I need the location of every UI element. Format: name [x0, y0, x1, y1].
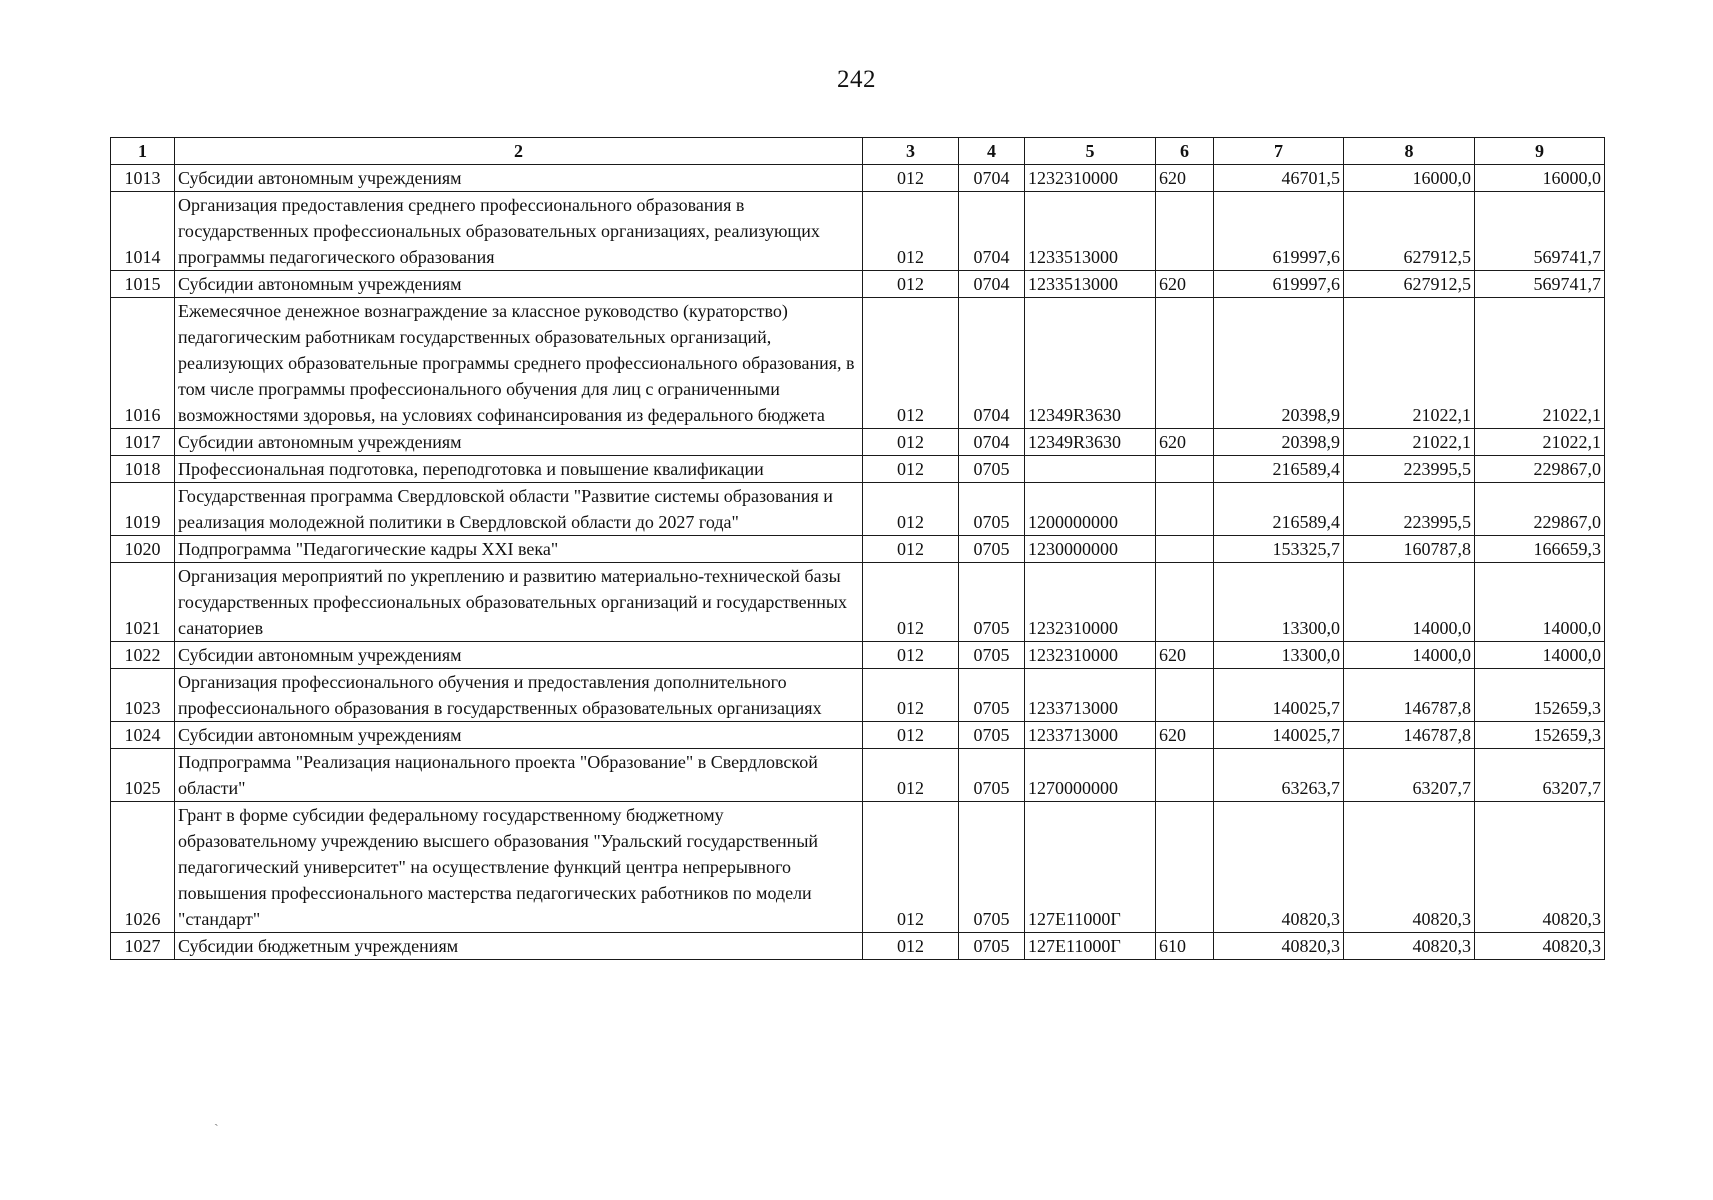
row-name: Субсидии автономным учреждениям [175, 429, 863, 456]
row-section: 0705 [959, 642, 1025, 669]
row-target-article: 1233513000 [1025, 271, 1156, 298]
row-section: 0705 [959, 722, 1025, 749]
table-row [111, 933, 1605, 960]
row-amount-col7: 619997,6 [1214, 192, 1344, 271]
table-row [111, 271, 1605, 298]
row-section: 0705 [959, 563, 1025, 642]
row-target-article: 12349R3630 [1025, 298, 1156, 429]
row-expense-type [1156, 298, 1214, 429]
table-row [111, 669, 1605, 722]
row-amount-col8: 40820,3 [1344, 802, 1475, 933]
row-section: 0705 [959, 933, 1025, 960]
row-ved: 012 [863, 749, 959, 802]
row-amount-col7: 216589,4 [1214, 483, 1344, 536]
col-header-1: 1 [111, 138, 175, 165]
table-row [111, 563, 1605, 642]
row-name: Организация профессионального обучения и предоставления дополнительного профессионального образования в государственных образовательных организациях [175, 669, 863, 722]
row-ved: 012 [863, 165, 959, 192]
row-section: 0705 [959, 536, 1025, 563]
row-section: 0704 [959, 429, 1025, 456]
row-number: 1015 [111, 271, 175, 298]
table-row [111, 192, 1605, 271]
row-number: 1017 [111, 429, 175, 456]
row-number: 1016 [111, 298, 175, 429]
table-row [111, 298, 1605, 429]
row-amount-col8: 14000,0 [1344, 563, 1475, 642]
col-header-2: 2 [175, 138, 863, 165]
row-ved: 012 [863, 456, 959, 483]
row-number: 1018 [111, 456, 175, 483]
table-row [111, 722, 1605, 749]
row-target-article: 1232310000 [1025, 642, 1156, 669]
row-name: Профессиональная подготовка, переподготовка и повышение квалификации [175, 456, 863, 483]
row-ved: 012 [863, 669, 959, 722]
row-number: 1023 [111, 669, 175, 722]
row-target-article: 127E11000Г [1025, 933, 1156, 960]
row-amount-col7: 216589,4 [1214, 456, 1344, 483]
row-ved: 012 [863, 642, 959, 669]
row-section: 0705 [959, 456, 1025, 483]
row-amount-col8: 14000,0 [1344, 642, 1475, 669]
row-expense-type [1156, 456, 1214, 483]
row-amount-col9: 14000,0 [1475, 563, 1605, 642]
row-amount-col7: 13300,0 [1214, 642, 1344, 669]
col-header-9: 9 [1475, 138, 1605, 165]
row-section: 0705 [959, 749, 1025, 802]
row-amount-col9: 569741,7 [1475, 192, 1605, 271]
row-amount-col8: 627912,5 [1344, 192, 1475, 271]
row-amount-col7: 20398,9 [1214, 298, 1344, 429]
row-name: Подпрограмма "Педагогические кадры XXI века" [175, 536, 863, 563]
row-expense-type: 620 [1156, 271, 1214, 298]
row-amount-col8: 63207,7 [1344, 749, 1475, 802]
row-target-article: 1230000000 [1025, 536, 1156, 563]
page-number: 242 [837, 66, 876, 93]
row-amount-col7: 153325,7 [1214, 536, 1344, 563]
row-amount-col8: 16000,0 [1344, 165, 1475, 192]
row-expense-type [1156, 483, 1214, 536]
row-amount-col9: 569741,7 [1475, 271, 1605, 298]
row-section: 0704 [959, 165, 1025, 192]
row-amount-col7: 140025,7 [1214, 669, 1344, 722]
row-number: 1019 [111, 483, 175, 536]
row-section: 0704 [959, 298, 1025, 429]
row-number: 1014 [111, 192, 175, 271]
col-header-6: 6 [1156, 138, 1214, 165]
row-number: 1024 [111, 722, 175, 749]
row-name: Организация мероприятий по укреплению и развитию материально-технической базы государственных профессиональных образовательных организаций и государственных санаториев [175, 563, 863, 642]
row-amount-col7: 20398,9 [1214, 429, 1344, 456]
table-row [111, 536, 1605, 563]
row-target-article [1025, 456, 1156, 483]
row-ved: 012 [863, 429, 959, 456]
row-name: Субсидии автономным учреждениям [175, 642, 863, 669]
col-header-8: 8 [1344, 138, 1475, 165]
row-target-article: 127E11000Г [1025, 802, 1156, 933]
row-expense-type: 620 [1156, 429, 1214, 456]
row-target-article: 1232310000 [1025, 165, 1156, 192]
row-amount-col7: 46701,5 [1214, 165, 1344, 192]
row-amount-col7: 40820,3 [1214, 802, 1344, 933]
row-expense-type: 610 [1156, 933, 1214, 960]
row-amount-col9: 16000,0 [1475, 165, 1605, 192]
row-name: Подпрограмма "Реализация национального проекта "Образование" в Свердловской области" [175, 749, 863, 802]
row-number: 1013 [111, 165, 175, 192]
row-number: 1022 [111, 642, 175, 669]
row-expense-type [1156, 749, 1214, 802]
row-ved: 012 [863, 271, 959, 298]
row-target-article: 1233713000 [1025, 669, 1156, 722]
row-amount-col8: 21022,1 [1344, 429, 1475, 456]
row-target-article: 1200000000 [1025, 483, 1156, 536]
row-expense-type [1156, 563, 1214, 642]
row-target-article: 1233513000 [1025, 192, 1156, 271]
row-name: Субсидии автономным учреждениям [175, 165, 863, 192]
row-number: 1020 [111, 536, 175, 563]
row-expense-type [1156, 192, 1214, 271]
row-ved: 012 [863, 722, 959, 749]
table-row [111, 483, 1605, 536]
scan-speck: ˏ [214, 1112, 219, 1127]
row-amount-col9: 40820,3 [1475, 802, 1605, 933]
row-amount-col9: 21022,1 [1475, 298, 1605, 429]
header-row [111, 138, 1605, 165]
table-row [111, 165, 1605, 192]
row-expense-type [1156, 536, 1214, 563]
col-header-7: 7 [1214, 138, 1344, 165]
row-expense-type: 620 [1156, 722, 1214, 749]
row-target-article: 12349R3630 [1025, 429, 1156, 456]
row-name: Ежемесячное денежное вознаграждение за классное руководство (кураторство) педагогическим работникам государственных образовательных организаций, реализующих образовательные программы среднего профессионального образования, в том числе программы профессионального обучения для лиц с ограниченными возможностями здоровья, на условиях софинансирования из федерального бюджета [175, 298, 863, 429]
row-amount-col9: 166659,3 [1475, 536, 1605, 563]
table-row [111, 456, 1605, 483]
row-ved: 012 [863, 802, 959, 933]
row-amount-col9: 229867,0 [1475, 483, 1605, 536]
col-header-3: 3 [863, 138, 959, 165]
row-amount-col9: 40820,3 [1475, 933, 1605, 960]
row-ved: 012 [863, 933, 959, 960]
row-ved: 012 [863, 483, 959, 536]
row-amount-col8: 146787,8 [1344, 669, 1475, 722]
row-name: Государственная программа Свердловской области "Развитие системы образования и реализация молодежной политики в Свердловской области до 2027 года" [175, 483, 863, 536]
row-number: 1026 [111, 802, 175, 933]
row-amount-col8: 146787,8 [1344, 722, 1475, 749]
row-amount-col8: 223995,5 [1344, 456, 1475, 483]
row-amount-col7: 140025,7 [1214, 722, 1344, 749]
table-row [111, 642, 1605, 669]
row-section: 0704 [959, 271, 1025, 298]
row-name: Субсидии автономным учреждениям [175, 271, 863, 298]
row-amount-col8: 21022,1 [1344, 298, 1475, 429]
row-name: Организация предоставления среднего профессионального образования в государственных профессиональных образовательных организациях, реализующих программы педагогического образования [175, 192, 863, 271]
row-expense-type: 620 [1156, 165, 1214, 192]
table-row [111, 802, 1605, 933]
row-amount-col7: 63263,7 [1214, 749, 1344, 802]
row-section: 0705 [959, 483, 1025, 536]
row-section: 0705 [959, 669, 1025, 722]
row-expense-type [1156, 802, 1214, 933]
col-header-5: 5 [1025, 138, 1156, 165]
row-target-article: 1232310000 [1025, 563, 1156, 642]
row-amount-col8: 223995,5 [1344, 483, 1475, 536]
row-section: 0705 [959, 802, 1025, 933]
row-amount-col7: 13300,0 [1214, 563, 1344, 642]
row-name: Субсидии бюджетным учреждениям [175, 933, 863, 960]
row-amount-col8: 160787,8 [1344, 536, 1475, 563]
row-name: Грант в форме субсидии федеральному государственному бюджетному образовательному учреждению высшего образования "Уральский государственный педагогический университет" на осуществление функций центра непрерывного повышения профессионального мастерства педагогических работников по модели "стандарт" [175, 802, 863, 933]
row-amount-col9: 152659,3 [1475, 722, 1605, 749]
row-expense-type: 620 [1156, 642, 1214, 669]
row-number: 1027 [111, 933, 175, 960]
row-target-article: 1270000000 [1025, 749, 1156, 802]
row-amount-col8: 40820,3 [1344, 933, 1475, 960]
row-number: 1025 [111, 749, 175, 802]
row-amount-col9: 14000,0 [1475, 642, 1605, 669]
row-amount-col9: 21022,1 [1475, 429, 1605, 456]
col-header-4: 4 [959, 138, 1025, 165]
row-amount-col9: 63207,7 [1475, 749, 1605, 802]
budget-table [110, 137, 1605, 960]
row-expense-type [1156, 669, 1214, 722]
row-ved: 012 [863, 298, 959, 429]
row-ved: 012 [863, 563, 959, 642]
row-section: 0704 [959, 192, 1025, 271]
row-name: Субсидии автономным учреждениям [175, 722, 863, 749]
row-amount-col9: 152659,3 [1475, 669, 1605, 722]
row-amount-col7: 40820,3 [1214, 933, 1344, 960]
row-amount-col7: 619997,6 [1214, 271, 1344, 298]
row-ved: 012 [863, 192, 959, 271]
row-amount-col9: 229867,0 [1475, 456, 1605, 483]
table-row [111, 749, 1605, 802]
row-target-article: 1233713000 [1025, 722, 1156, 749]
table-row [111, 429, 1605, 456]
row-number: 1021 [111, 563, 175, 642]
row-ved: 012 [863, 536, 959, 563]
row-amount-col8: 627912,5 [1344, 271, 1475, 298]
